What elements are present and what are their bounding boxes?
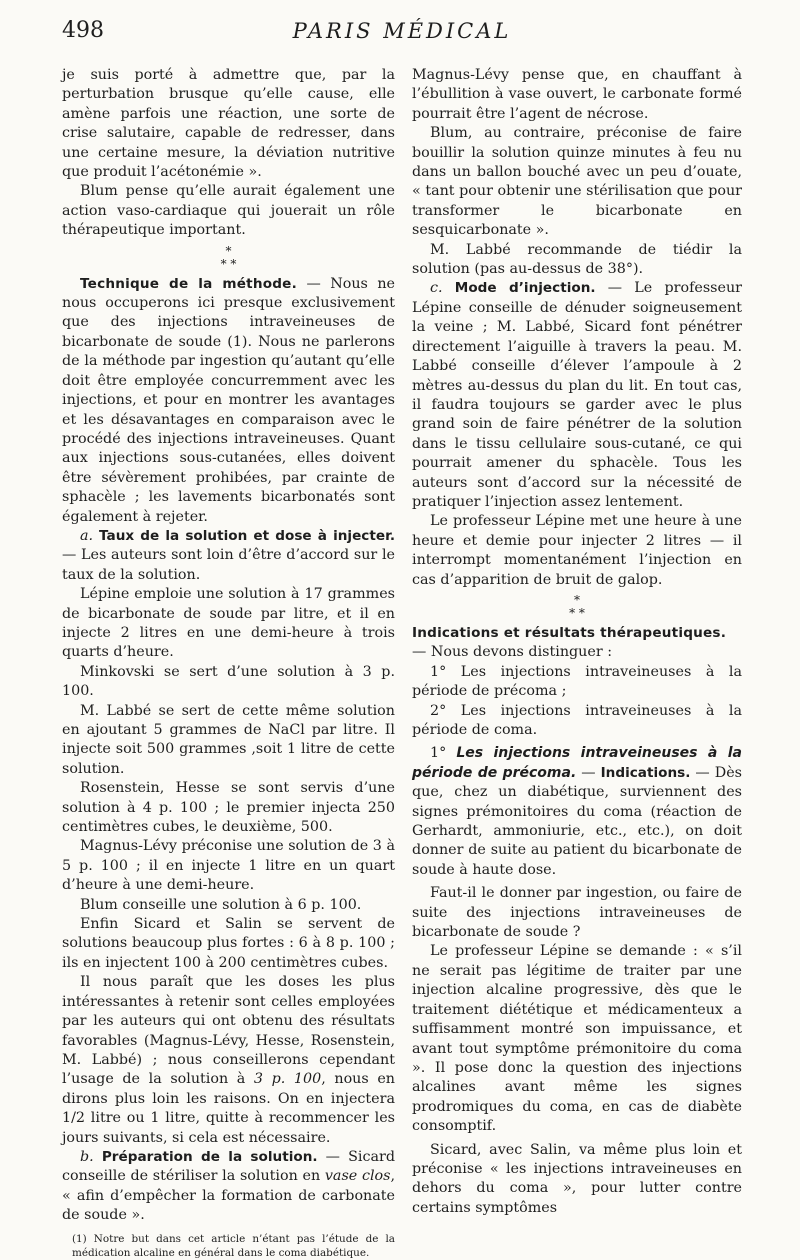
subsection-label: Indications. — [600, 764, 691, 781]
item-letter: a. — [80, 527, 94, 544]
paragraph: Blum pense qu’elle aurait également une action vaso-cardiaque qui jouerait un rôle thérapeutique important. — [62, 183, 395, 239]
subsection-heading: Les injections intraveineuses à la période de précoma. — [412, 745, 742, 781]
paragraph: Le professeur Lépine se demande : « s’il ne serait pas légitime de traiter par une injection alcaline progressive, dès que le traitement diététique et médicamenteux a suffisamment montré son impuissance, et avant tout symptôme prémonitoire du coma ». Il pose donc la question des injections alcalines avant même les signes prodromiques du coma, en cas de diabète consomptif. — [412, 943, 742, 1135]
dash: — — [576, 764, 601, 781]
paragraph-precoma — [412, 744, 742, 880]
paragraph: Le professeur Lépine met une heure à une heure et demie pour injecter 2 litres — il interrompt momentanément l’injection en cas d’apparition de bruit de galop. — [412, 513, 742, 588]
section-heading: Indications et résultats thérapeutiques. — [412, 624, 727, 641]
subsection-heading: Mode d’injection. — [454, 280, 596, 297]
paragraph: Blum, au contraire, préconise de faire bouillir la solution quinze minutes à feu nu dans un ballon bouché avec un peu d’ouate, « tant pour obtenir une stérilisation que pour transformer le bicarbonate en sesquicarbonate ». — [412, 125, 742, 239]
page-number: 498 — [62, 18, 104, 43]
paragraph: M. Labbé se sert de cette même solution en ajoutant 5 grammes de NaCl par litre. Il injecte soit 500 grammes ,soit 1 litre de cette solution. — [62, 702, 395, 777]
paragraph: Enfin Sicard et Salin se servent de solutions beaucoup plus fortes : 6 à 8 p. 100 ; ils en injectent 100 à 200 centimètres cubes. — [62, 916, 395, 971]
paragraph-text: , nous en dirons plus loin les raisons. On en injectera 1/2 litre ou 1 litre, quitte à recommencer les jours suivants, si cela est nécessaire. — [62, 1071, 395, 1146]
running-header — [62, 18, 742, 52]
emphasis: vase clos — [324, 1168, 391, 1185]
emphasis: 3 p. 100 — [253, 1071, 322, 1088]
paragraph-technique — [62, 275, 395, 527]
section-number: 1° — [430, 745, 457, 762]
list-item: 1° Les injections intraveineuses à la période de précoma ; — [412, 663, 742, 700]
item-letter: b. — [80, 1148, 94, 1165]
paragraph: Lépine emploie une solution à 17 grammes de bicarbonate de soude par litre, et il en injecte 2 litres en une demi-heure à trois quarts d’heure. — [62, 586, 395, 661]
paragraph: Rosenstein, Hesse se sont servis d’une solution à 4 p. 100 ; le premier injecta 250 centimètres cubes, le deuxième, 500. — [62, 780, 395, 836]
paragraph-text: — Les auteurs sont loin d’être d’accord sur le taux de la solution. — [62, 547, 395, 583]
paragraph-text: — Le professeur Lépine conseille de dénuder soigneusement la veine ; M. Labbé, Sicard font pénétrer directement l’aiguille à travers la peau. M. Labbé conseille d’élever l’ampoule à 2 mètres au-dessus du plan du lit. En tout cas, il faudra toujours se garder avec le plus grand soin de faire pénétrer de la solution dans le tissu cellulaire sous-cutané, ce qui pourrait amener du sphacèle. Tous les auteurs sont d’accord sur la nécessité de pratiquer l’injection assez lentement. — [412, 280, 742, 510]
paragraph: je suis porté à admettre que, par la perturbation brusque qu’elle cause, elle amène parfois une réaction, une sorte de crise salutaire, capable de redresser, dans une certaine mesure, la déviation nutritive que produit l’acétonémie ». — [62, 67, 395, 181]
paragraph-text: — Dès que, chez un diabétique, surviennent des signes prémonitoires du coma (réaction de Gerhardt, ammoniurie, etc., etc.), on doit donner de suite au patient du bicarbonate de soude à haute dose. — [412, 764, 743, 878]
paragraph: M. Labbé recommande de tiédir la solution (pas au-dessus de 38°). — [412, 241, 742, 278]
paragraph-a — [62, 527, 395, 585]
paragraph-doses — [62, 973, 395, 1148]
paragraph-b — [62, 1148, 395, 1226]
paragraph-text: Il nous paraît que les doses les plus intéressantes à retenir sont celles employées par les auteurs qui ont obtenu des résultats favorables (Magnus-Lévy, Hesse, Rosenstein, M. Labbé) ; nous conseillerons cependant l’usage de la solution à — [62, 974, 395, 1088]
paragraph-text: — Nous devons distinguer : — [412, 644, 613, 661]
footnote: (1) Notre but dans cet article n’étant pas l’étude de la médication alcaline en général dans le coma diabétique. — [72, 1232, 395, 1259]
section-heading: Technique de la méthode. — [80, 275, 297, 292]
journal-title: PARIS MÉDICAL — [292, 19, 512, 43]
subsection-heading: Taux de la solution et dose à injecter. — [99, 527, 396, 544]
left-column — [62, 66, 395, 1260]
paragraph: Magnus-Lévy préconise une solution de 3 à 5 p. 100 ; il en injecte 1 litre en un quart d’heure à une demi-heure. — [62, 838, 395, 894]
list-item: 2° Les injections intraveineuses à la période de coma. — [412, 702, 742, 738]
paragraph: Faut-il le donner par ingestion, ou faire de suite des injections intraveineuses de bicarbonate de soude ? — [412, 885, 742, 941]
paragraph-text: — Nous ne nous occuperons ici presque exclusivement que des injections intraveineuses de bicarbonate de soude (1). Nous ne parlerons de la méthode par ingestion qu’autant qu’elle doit être employée concurremment avec les injections, et pour en montrer les avantages et les désavantages en comparaison avec le procédé des injections intraveineuses. Quant aux injections sous-cutanées, elles doivent être sévèrement prohibées, par crainte de sphacèle ; les lavements bicarbonatés sont également à rejeter. — [62, 275, 396, 525]
right-column — [412, 66, 742, 1218]
paragraph-text: , « afin d’empêcher la formation de carbonate de soude ». — [62, 1168, 396, 1224]
item-letter: c. — [430, 280, 443, 297]
paragraph: Sicard, avec Salin, va même plus loin et préconise « les injections intraveineuses en dehors du coma », pour lutter contre certains symptômes — [412, 1141, 742, 1216]
paragraph: Magnus-Lévy pense que, en chauffant à l’ébullition à vase ouvert, le carbonate formé pourrait être l’agent de nécrose. — [412, 67, 742, 122]
subsection-heading: Préparation de la solution. — [101, 1148, 318, 1165]
section-asterism: * * * — [220, 243, 237, 271]
section-asterism: * * * — [569, 592, 585, 620]
paragraph-c — [412, 279, 742, 512]
paragraph: Minkovski se sert d’une solution à 3 p. 100. — [62, 663, 395, 700]
paragraph-text: — Sicard conseille de stériliser la solution en — [62, 1148, 395, 1185]
paragraph: Blum conseille une solution à 6 p. 100. — [80, 896, 362, 913]
paragraph-indications — [412, 624, 742, 663]
